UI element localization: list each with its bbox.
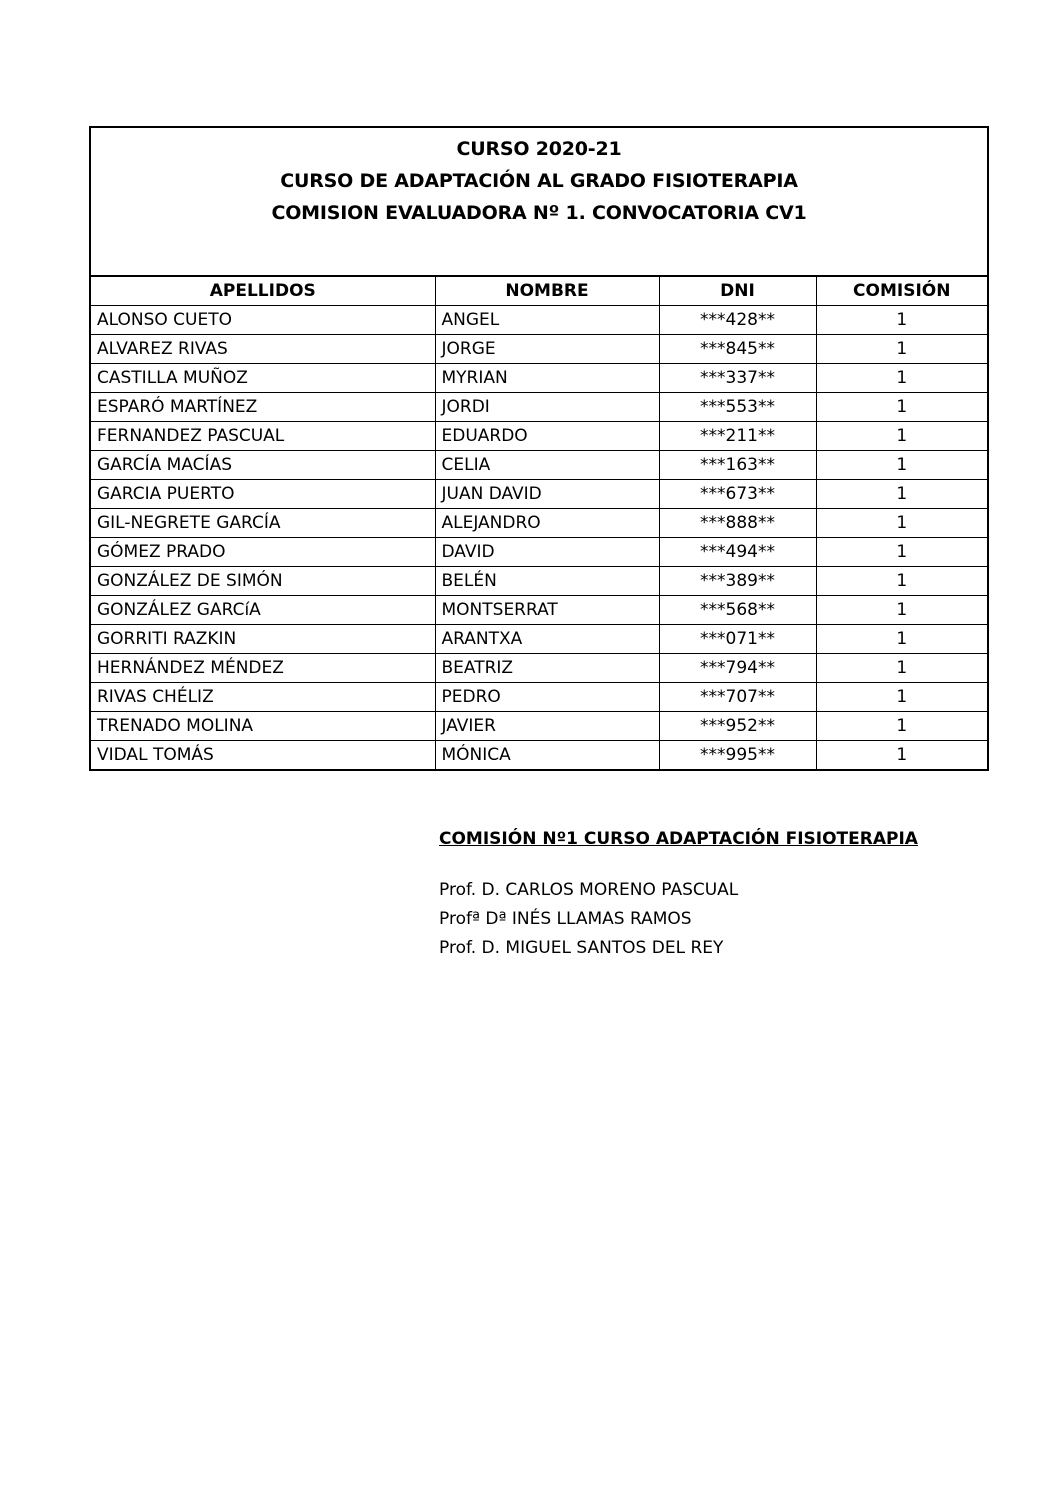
cell-nombre: PEDRO [435,683,659,712]
cell-nombre: EDUARDO [435,422,659,451]
cell-apellidos: GORRITI RAZKIN [91,625,435,654]
cell-nombre: ANGEL [435,306,659,335]
cell-apellidos: GONZÁLEZ GARCíA [91,596,435,625]
table-row [91,596,987,625]
table-body [91,306,987,770]
cell-apellidos: TRENADO MOLINA [91,712,435,741]
cell-dni: ***707** [659,683,816,712]
cell-nombre: ALEJANDRO [435,509,659,538]
cell-apellidos: FERNANDEZ PASCUAL [91,422,435,451]
table-row [91,654,987,683]
cell-nombre: MYRIAN [435,364,659,393]
cell-nombre: BEATRIZ [435,654,659,683]
document-header [91,128,987,277]
committee-member: Profª Dª INÉS LLAMAS RAMOS [439,909,692,929]
table-header-row [91,277,987,306]
cell-nombre: CELIA [435,451,659,480]
table-row [91,335,987,364]
cell-comision: 1 [816,683,987,712]
cell-nombre: MÓNICA [435,741,659,770]
cell-comision: 1 [816,567,987,596]
table-row [91,567,987,596]
cell-apellidos: VIDAL TOMÁS [91,741,435,770]
cell-comision: 1 [816,364,987,393]
cell-apellidos: GÓMEZ PRADO [91,538,435,567]
committee-block [439,822,999,963]
cell-nombre: JAVIER [435,712,659,741]
table-row [91,480,987,509]
cell-nombre: ARANTXA [435,625,659,654]
cell-comision: 1 [816,654,987,683]
cell-comision: 1 [816,538,987,567]
cell-comision: 1 [816,422,987,451]
cell-dni: ***211** [659,422,816,451]
cell-comision: 1 [816,712,987,741]
cell-apellidos: ALVAREZ RIVAS [91,335,435,364]
committee-title: COMISIÓN Nº1 CURSO ADAPTACIÓN FISIOTERAPIA [439,829,918,849]
table-row [91,306,987,335]
table-row [91,741,987,770]
cell-comision: 1 [816,306,987,335]
table-row [91,451,987,480]
column-header-dni: DNI [659,277,816,306]
committee-member: Prof. D. CARLOS MORENO PASCUAL [439,880,739,900]
cell-nombre: JORGE [435,335,659,364]
table-row [91,538,987,567]
students-table [91,277,987,769]
course-name-heading: CURSO DE ADAPTACIÓN AL GRADO FISIOTERAPIA [280,170,798,192]
cell-comision: 1 [816,625,987,654]
cell-dni: ***389** [659,567,816,596]
cell-comision: 1 [816,596,987,625]
cell-nombre: JORDI [435,393,659,422]
table-row [91,625,987,654]
cell-dni: ***337** [659,364,816,393]
cell-dni: ***568** [659,596,816,625]
cell-dni: ***845** [659,335,816,364]
cell-apellidos: GARCÍA MACÍAS [91,451,435,480]
cell-comision: 1 [816,393,987,422]
table-row [91,393,987,422]
cell-dni: ***952** [659,712,816,741]
cell-dni: ***673** [659,480,816,509]
cell-dni: ***995** [659,741,816,770]
cell-nombre: BELÉN [435,567,659,596]
cell-comision: 1 [816,451,987,480]
cell-nombre: JUAN DAVID [435,480,659,509]
cell-apellidos: RIVAS CHÉLIZ [91,683,435,712]
table-row [91,509,987,538]
cell-dni: ***888** [659,509,816,538]
cell-dni: ***071** [659,625,816,654]
cell-comision: 1 [816,509,987,538]
cell-dni: ***428** [659,306,816,335]
column-header-comision: COMISIÓN [816,277,987,306]
list-sheet [89,126,989,771]
cell-dni: ***553** [659,393,816,422]
cell-apellidos: GIL-NEGRETE GARCÍA [91,509,435,538]
table-row [91,683,987,712]
cell-apellidos: HERNÁNDEZ MÉNDEZ [91,654,435,683]
cell-comision: 1 [816,335,987,364]
cell-dni: ***794** [659,654,816,683]
cell-comision: 1 [816,480,987,509]
course-year-heading: CURSO 2020-21 [456,138,622,160]
table-row [91,422,987,451]
cell-dni: ***494** [659,538,816,567]
cell-apellidos: GONZÁLEZ DE SIMÓN [91,567,435,596]
table-row [91,364,987,393]
cell-dni: ***163** [659,451,816,480]
table-row [91,712,987,741]
committee-heading: COMISION EVALUADORA Nº 1. CONVOCATORIA CV1 [271,202,807,224]
cell-nombre: MONTSERRAT [435,596,659,625]
cell-apellidos: ALONSO CUETO [91,306,435,335]
cell-apellidos: ESPARÓ MARTÍNEZ [91,393,435,422]
column-header-nombre: NOMBRE [435,277,659,306]
column-header-apellidos: APELLIDOS [91,277,435,306]
cell-nombre: DAVID [435,538,659,567]
cell-comision: 1 [896,745,908,765]
cell-apellidos: GARCIA PUERTO [91,480,435,509]
cell-apellidos: CASTILLA MUÑOZ [91,364,435,393]
committee-member: Prof. D. MIGUEL SANTOS DEL REY [439,938,724,958]
